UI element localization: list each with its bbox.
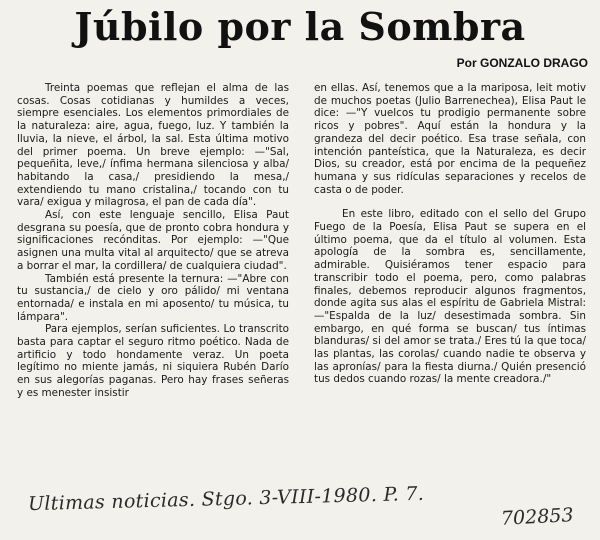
- article-title: Júbilo por la Sombra: [74, 4, 526, 49]
- left-column: [17, 82, 289, 400]
- paragraph: En este libro, editado con el sello del Grupo Fuego de la Poesía, Elisa Paut se supera en el último poema, que da el título al volumen. Esta apología de la sombra es, sencillamente, admirable. Quisiéramos tener espacio para transcribir todo el poema, pero, como palabras finales, debemos reproducir algunos fragmentos, donde agita sus alas el espíritu de Gabriela Mistral: —"Espalda de la luz/ desestimada sombra. Sin embargo, en qué forma se buscan/ tus íntimas blanduras/ si del amor se trata./ Eres tú la que toca/ las plantas, las corolas/ cuando nadie te observa y las apronías/ para la fiesta diurna./ Quién presenció tus dedos cuando rozas/ la mente creadora./": [314, 208, 586, 386]
- right-column: [314, 82, 586, 386]
- handwritten-archive-code: 702853: [500, 504, 575, 530]
- paragraph: Así, con este lenguaje sencillo, Elisa Paut desgrana su poesía, que de pronto cobra hondura y significaciones recónditas. Por ejemplo: —"Que asignen una multa vital al arquitecto/ que se atreva a borrar el mar, la cordillera/ de cualquiera ciudad".: [17, 209, 289, 272]
- article-byline: Por GONZALO DRAGO: [456, 56, 588, 70]
- paragraph: Para ejemplos, serían suficientes. Lo transcrito basta para captar el seguro ritmo poético. Nada de artificio y todo hondamente veraz. Un poeta legítimo no miente jamás, ni siquiera Rubén Darío en sus alegorías paganas. Pero hay frases señeras y es menester insistir: [17, 323, 289, 399]
- paragraph: en ellas. Así, tenemos que a la mariposa, leit motiv de muchos poetas (Julio Barrenechea), Elisa Paut le dice: —"Y vuelcos tu prodigio permanente sobre ricos y pobres". Aquí están la hondura y la grandeza del decir poético. Esa trase señala, con intención panteística, que la Naturaleza, es decir Dios, su creador, está por encima de la pequeñez humana y sus ridículas separaciones y recelos de casta o de poder.: [314, 82, 586, 196]
- handwritten-source-note: Ultimas noticias. Stgo. 3-VIII-1980. P. 7.: [27, 482, 425, 516]
- paragraph: Treinta poemas que reflejan el alma de las cosas. Cosas cotidianas y humildes a veces, siempre esenciales. Los elementos primordiales de la naturaleza: aire, agua, fuego, luz. Y también la lluvia, la nieve, el árbol, la sal. Esta última motivo del primer poema. Un breve ejemplo: —"Sal, pequeñita, leve,/ ínfima hermana silenciosa y alba/ habitando la casa,/ presidiendo la mesa,/ extendiendo tu mano cristalina,/ tocando con tu vara/ exigua y milagrosa, el pan de cada día".: [17, 82, 289, 209]
- paragraph: También está presente la ternura: —"Abre con tu sustancia,/ de cielo y oro pálido/ mi ventana entornada/ e instala en mi aposento/ tu música, tu lámpara".: [17, 272, 289, 323]
